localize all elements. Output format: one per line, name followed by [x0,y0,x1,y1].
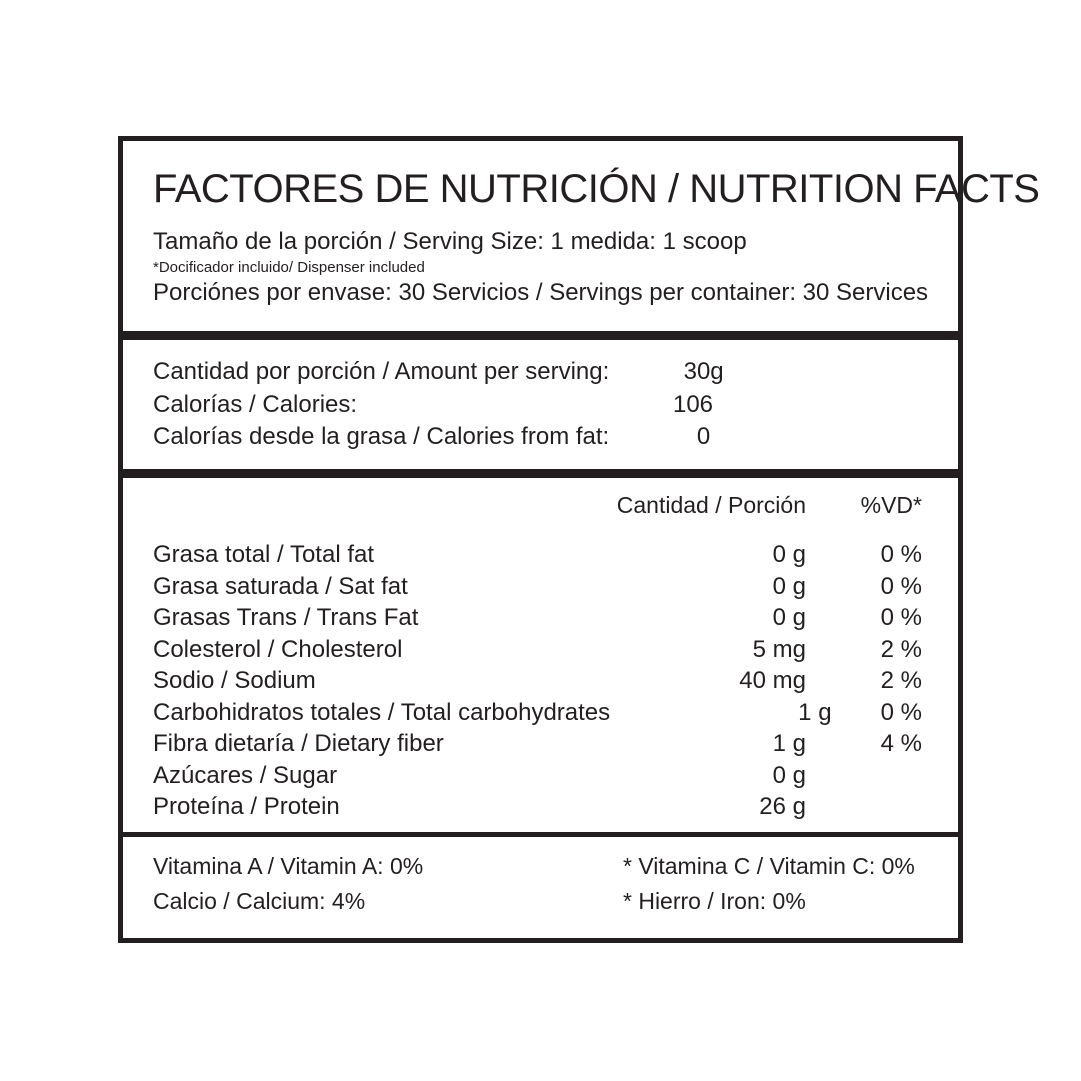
amount-row [153,356,928,388]
divider-thick-top [123,331,958,340]
table-row [153,728,928,759]
table-row [153,697,928,728]
nutrient-name: Grasa saturada / Sat fat [153,572,408,600]
table-row [153,539,928,570]
nutrient-daily-value: 0 % [880,541,922,569]
nutrient-daily-value: 2 % [880,635,922,663]
nutrient-name: Azúcares / Sugar [153,761,338,789]
nutrient-name: Proteína / Protein [153,792,340,820]
nutrient-amount: 1 g [798,698,832,726]
serving-size-text: Tamaño de la porción / Serving Size: 1 medida: 1 scoop [153,228,747,255]
column-header-daily-value: %VD* [860,492,922,519]
calories-from-fat-label: Calorías desde la grasa / Calories from fat: [153,423,610,451]
nutrient-amount: 0 g [772,604,806,632]
column-header-amount: Cantidad / Porción [616,492,806,519]
calcium-value: Calcio / Calcium: 4% [153,887,366,914]
calories-row [153,389,928,421]
nutrient-name: Sodio / Sodium [153,667,316,695]
nutrient-amount: 40 mg [739,667,806,695]
nutrient-name: Colesterol / Cholesterol [153,635,403,663]
nutrient-amount: 0 g [772,572,806,600]
table-row [153,634,928,665]
vitamin-row [153,884,928,919]
vitamins-block [123,837,958,938]
table-row [153,602,928,633]
nutrient-name: Grasa total / Total fat [153,541,375,569]
vitamin-a-value: Vitamina A / Vitamin A: 0% [153,853,424,880]
table-row [153,760,928,791]
calories-row-label: Calorías / Calories: [153,390,358,418]
amount-row-label: Cantidad por porción / Amount per serving: [153,358,610,386]
vitamin-c-value: * Vitamina C / Vitamin C: 0% [623,853,915,880]
calories-from-fat-value: 0 [696,423,711,451]
serving-size-note: *Docificador incluido/ Dispenser included [153,258,425,276]
nutrition-facts-panel [118,136,1040,943]
nutrient-table-header [153,492,928,519]
nutrient-daily-value: 4 % [880,730,922,758]
nutrient-header-spacer [153,492,516,519]
vitamin-row [153,849,928,884]
page-title: FACTORES DE NUTRICIÓN / NUTRITION FACTS [153,167,1040,211]
divider-thick-middle [123,469,958,478]
amount-row-value: 30g [683,358,724,386]
nutrient-amount: 0 g [772,761,806,789]
amount-per-serving-block [123,340,958,469]
table-row [153,791,928,822]
calories-from-fat-row [153,421,928,453]
nutrient-amount: 0 g [772,541,806,569]
nutrient-daily-value: 0 % [880,572,922,600]
nutrient-daily-value: 2 % [880,667,922,695]
nutrient-name: Fibra dietaría / Dietary fiber [153,730,444,758]
label-header [123,167,1040,331]
servings-per-container-text: Porciónes por envase: 30 Servicios / Servings per container: 30 Services [153,279,929,307]
calories-row-value: 106 [672,390,714,418]
nutrient-daily-value: 0 % [880,698,922,726]
nutrient-amount: 5 mg [752,635,806,663]
nutrient-amount: 1 g [772,730,806,758]
iron-value: * Hierro / Iron: 0% [623,887,806,914]
table-row [153,571,928,602]
nutrient-name: Grasas Trans / Trans Fat [153,604,419,632]
nutrient-amount: 26 g [759,792,806,820]
nutrient-table [123,478,958,832]
table-row [153,665,928,696]
nutrient-daily-value: 0 % [880,604,922,632]
nutrient-name: Carbohidratos totales / Total carbohydrates [153,698,611,726]
